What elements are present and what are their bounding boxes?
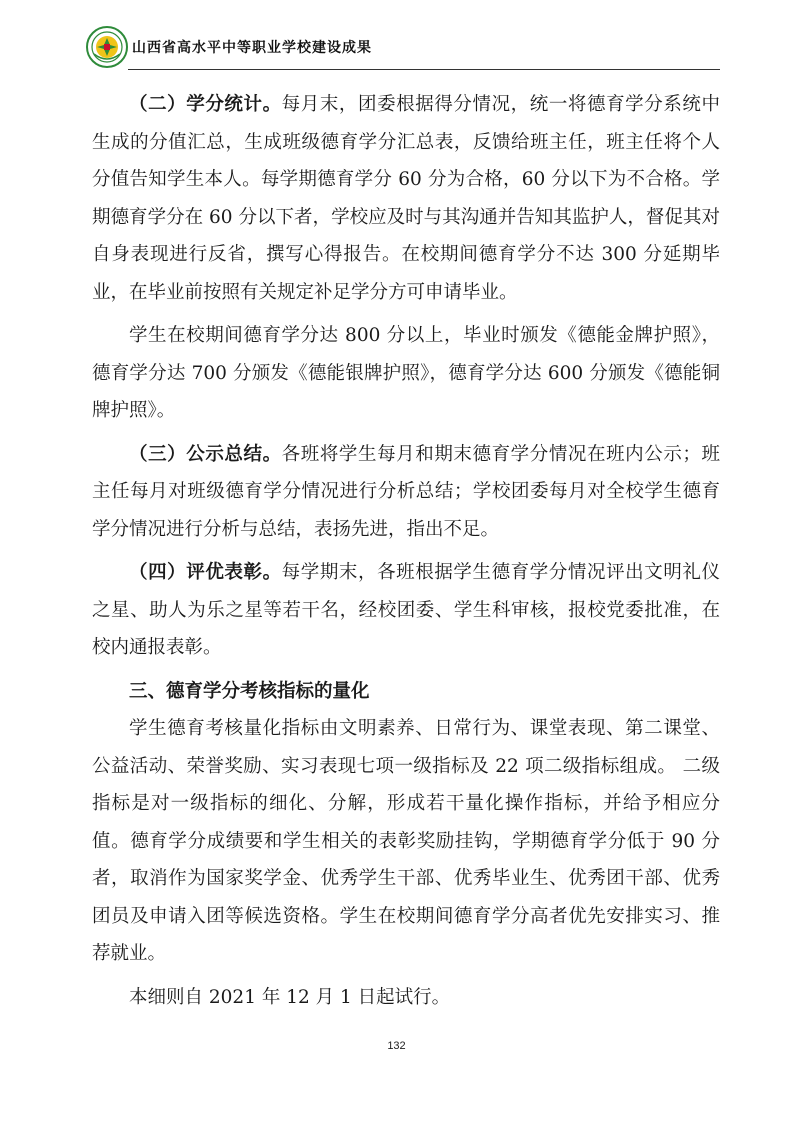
page-header — [84, 22, 718, 72]
paragraph-text: 每月末，团委根据得分情况，统一将德育学分系统中生成的分值汇总，生成班级德育学分汇总表，反馈给班主任，班主任将个人分值告知学生本人。每学期德育学分 60 分为合格，60 分以下为不合格。学期德育学分在 60 分以下者，学校应及时与其沟通并告知其监护人，督促其对自身表现进行反省，撰写心得报告。在校期间德育学分不达 300 分延期毕业，在毕业前按照有关规定补足学分方可申请毕业。 — [92, 94, 720, 303]
paragraph-text: 每学期末，各班根据学生德育学分情况评出文明礼仪之星、助人为乐之星等若干名，经校团委、学生科审核，报校党委批准，在校内通报表彰。 — [92, 562, 720, 658]
section-heading: 三、德育学分考核指标的量化 — [129, 680, 370, 702]
paragraph-passport-awards — [92, 317, 720, 430]
paragraph-commendation — [92, 554, 720, 667]
paragraph-effective-date — [92, 979, 720, 1017]
section-heading: （四）评优表彰。 — [129, 562, 282, 583]
paragraph-text: 学生德育考核量化指标由文明素养、日常行为、课堂表现、第二课堂、公益活动、荣誉奖励、实习表现七项一级指标及 22 项二级指标组成。 二级指标是对一级指标的细化、分解，形成若干量化操作指标，并给予相应分值。德育学分成绩要和学生相关的表彰奖励挂钩，学期德育学分低于 90 分者，取消作为国家奖学金、优秀学生干部、优秀毕业生、优秀团干部、优秀团员及申请入团等候选资格。学生在校期间德育学分高者优先安排实习、推荐就业。 — [92, 718, 720, 964]
header-title: 山西省高水平中等职业学校建设成果 — [132, 40, 372, 56]
section-heading: （二）学分统计。 — [129, 94, 282, 115]
school-logo-icon — [86, 26, 128, 68]
paragraph-text: 学生在校期间德育学分达 800 分以上，毕业时颁发《德能金牌护照》，德育学分达 700 分颁发《德能银牌护照》，德育学分达 600 分颁发《德能铜牌护照》。 — [92, 325, 720, 421]
paragraph-text: 各班将学生每月和期末德育学分情况在班内公示；班主任每月对班级德育学分情况进行分析总结；学校团委每月对全校学生德育学分情况进行分析与总结，表扬先进，指出不足。 — [92, 443, 720, 540]
section-title-quantification — [92, 673, 720, 711]
paragraph-indicators — [92, 710, 720, 973]
paragraph-credit-statistics — [92, 86, 720, 311]
section-heading: （三）公示总结。 — [129, 443, 282, 465]
document-body — [92, 86, 720, 1016]
paragraph-text: 本细则自 2021 年 12 月 1 日起试行。 — [129, 986, 451, 1008]
page-number: 132 — [387, 1040, 406, 1052]
paragraph-public-summary — [92, 436, 720, 549]
header-divider — [128, 69, 720, 70]
